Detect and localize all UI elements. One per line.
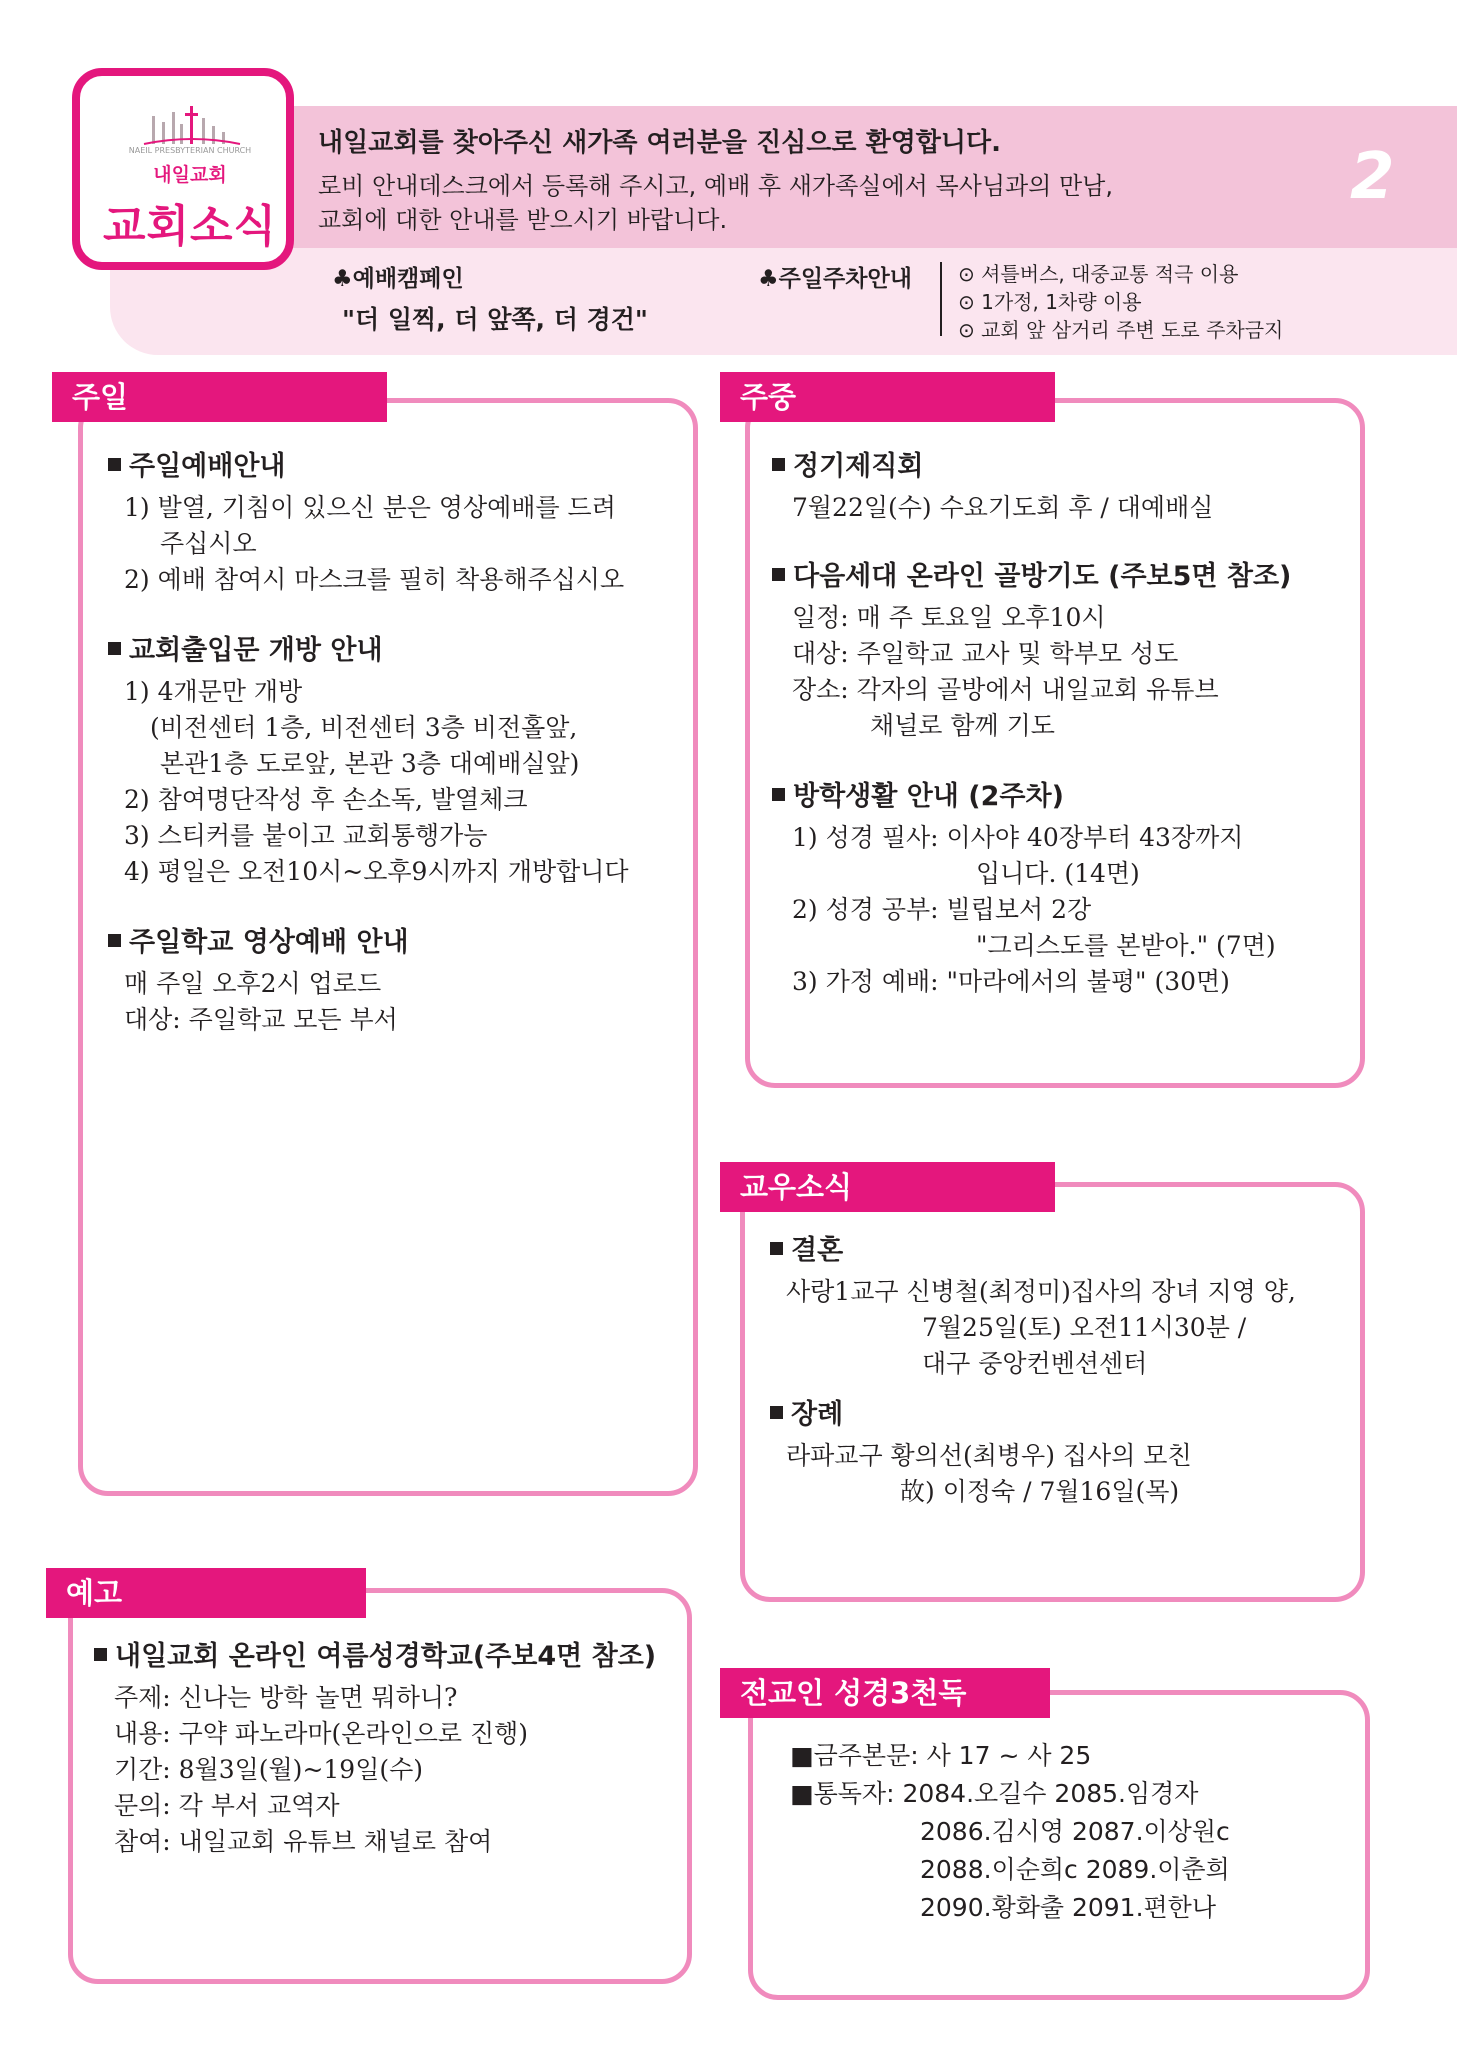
page-number: 2: [1350, 140, 1395, 214]
bullet-icon: [108, 642, 121, 655]
item-title: 정기제직회: [772, 444, 923, 483]
text-line: 1) 발열, 기침이 있으신 분은 영상예배를 드려: [124, 493, 616, 522]
welcome-line: 내일교회를 찾아주신 새가족 여러분을 진심으로 환영합니다.: [318, 128, 1002, 158]
text-line: 2) 성경 공부: 빌립보서 2강: [792, 895, 1092, 924]
text-line: 7월25일(토) 오전11시30분 /: [922, 1313, 1247, 1342]
bullet-icon: [772, 788, 785, 801]
section-label-weekday: 주중: [720, 372, 1055, 422]
text-line: (비전센터 1층, 비전센터 3층 비전홀앞,: [150, 713, 578, 742]
bullet-icon: [772, 568, 785, 581]
logo-box: [72, 68, 294, 270]
page-title: 교회소식: [102, 201, 277, 252]
text-line: 주제: 신나는 방학 놀면 뭐하니?: [114, 1683, 458, 1712]
section-label-notice: 예고: [46, 1568, 366, 1618]
text-line: 매 주일 오후2시 업로드: [124, 969, 382, 998]
section-label-news: 교우소식: [720, 1162, 1055, 1212]
parking-item: ⊙ 1가정, 1차량 이용: [958, 290, 1142, 314]
text-line: 2) 참여명단작성 후 손소독, 발열체크: [124, 785, 528, 814]
text-line: 1) 4개문만 개방: [124, 677, 303, 706]
text-line: 대구 중앙컨벤션센터: [922, 1349, 1148, 1378]
campaign-title: ♣예배캠페인: [332, 266, 464, 292]
text-line: 본관1층 도로앞, 본관 3층 대예배실앞): [160, 749, 580, 778]
logo-small-text: NAEIL PRESBYTERIAN CHURCH: [128, 146, 252, 155]
section-label-bible: 전교인 성경3천독: [720, 1668, 1050, 1718]
text-line: 대상: 주일학교 모든 부서: [124, 1005, 398, 1034]
text-line: 참여: 내일교회 유튜브 채널로 참여: [114, 1827, 493, 1856]
parking-item: ⊙ 교회 앞 삼거리 주변 도로 주차금지: [958, 318, 1284, 342]
text-line: 주십시오: [160, 529, 257, 558]
text-line: 장소: 각자의 골방에서 내일교회 유튜브: [792, 675, 1219, 704]
bullet-icon: [94, 1648, 107, 1661]
logo-name: 내일교회: [153, 164, 227, 186]
text-line: 문의: 각 부서 교역자: [114, 1791, 340, 1820]
text-line: 2086.김시영 2087.이상원c: [920, 1817, 1230, 1846]
text-line: 내용: 구약 파노라마(온라인으로 진행): [114, 1719, 529, 1748]
item-title: 장례: [770, 1392, 843, 1431]
text-line: "그리스도를 본받아." (7면): [976, 931, 1276, 960]
text-line: ■금주본문: 사 17 ~ 사 25: [790, 1741, 1092, 1770]
text-line: 채널로 함께 기도: [870, 711, 1055, 740]
bullet-icon: [108, 458, 121, 471]
bullet-icon: [108, 934, 121, 947]
text-line: 2088.이순희c 2089.이춘희: [920, 1855, 1230, 1884]
text-line: 입니다. (14면): [976, 859, 1140, 888]
text-line: 사랑1교구 신병철(최정미)집사의 장녀 지영 양,: [786, 1277, 1296, 1306]
welcome-line: 교회에 대한 안내를 받으시기 바랍니다.: [318, 206, 728, 234]
item-title: 주일학교 영상예배 안내: [108, 920, 409, 959]
text-line: 3) 가정 예배: "마라에서의 불평" (30면): [792, 967, 1230, 996]
campaign-text: "더 일찍, 더 앞쪽, 더 경건": [342, 305, 648, 334]
parking-item: ⊙ 셔틀버스, 대중교통 적극 이용: [958, 262, 1239, 286]
text-line: 1) 성경 필사: 이사야 40장부터 43장까지: [792, 823, 1244, 852]
item-title: 방학생활 안내 (2주차): [772, 774, 1064, 813]
item-title: 주일예배안내: [108, 444, 286, 483]
text-line: 대상: 주일학교 교사 및 학부모 성도: [792, 639, 1179, 668]
item-title: 교회출입문 개방 안내: [108, 628, 383, 667]
bullet-icon: [770, 1406, 783, 1419]
item-title: 내일교회 온라인 여름성경학교(주보4면 참조): [94, 1634, 656, 1673]
text-line: 일정: 매 주 토요일 오후10시: [792, 603, 1106, 632]
text-line: 3) 스티커를 붙이고 교회통행가능: [124, 821, 488, 850]
text-line: ■통독자: 2084.오길수 2085.임경자: [790, 1779, 1199, 1808]
text-line: 4) 평일은 오전10시~오후9시까지 개방합니다: [124, 857, 629, 886]
church-logo-icon: [142, 104, 242, 146]
text-line: 기간: 8월3일(월)~19일(수): [114, 1755, 424, 1784]
item-title: 결혼: [770, 1228, 843, 1267]
section-label-sunday: 주일: [52, 372, 387, 422]
welcome-line: 로비 안내데스크에서 등록해 주시고, 예배 후 새가족실에서 목사님과의 만남,: [318, 172, 1113, 200]
divider: [940, 262, 942, 336]
text-line: 2090.황화출 2091.편한나: [920, 1893, 1216, 1922]
bullet-icon: [772, 458, 785, 471]
text-line: 7월22일(수) 수요기도회 후 / 대예배실: [792, 493, 1214, 522]
text-line: 라파교구 황의선(최병우) 집사의 모친: [786, 1441, 1192, 1470]
parking-title: ♣주일주차안내: [758, 266, 912, 292]
item-title: 다음세대 온라인 골방기도 (주보5면 참조): [772, 554, 1291, 593]
bullet-icon: [770, 1242, 783, 1255]
text-line: 2) 예배 참여시 마스크를 필히 착용해주십시오: [124, 565, 625, 594]
text-line: 故) 이정숙 / 7월16일(목): [900, 1477, 1180, 1506]
